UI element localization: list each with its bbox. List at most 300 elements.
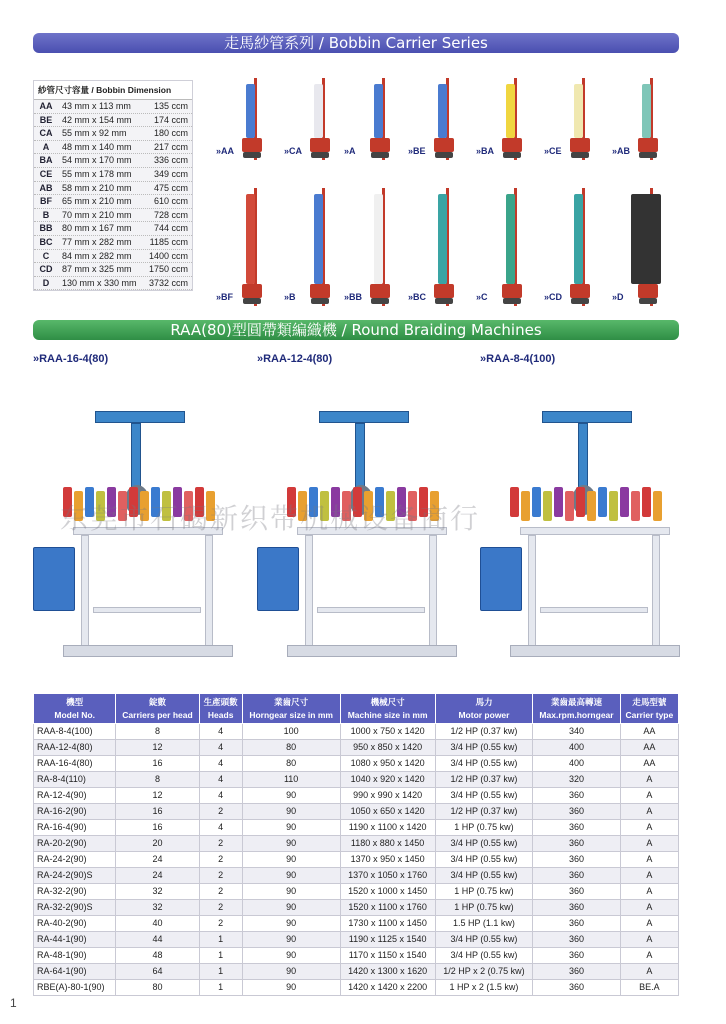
spec-cell: 64 <box>116 964 199 980</box>
dimension-row <box>34 263 192 277</box>
spec-cell: A <box>620 852 678 868</box>
header-zh: 業齒最高轉速 <box>550 696 602 707</box>
carrier-base <box>570 284 590 298</box>
spec-cell: 360 <box>533 980 620 996</box>
dimension-size: 55 mm x 178 mm <box>62 168 132 179</box>
spec-cell: 360 <box>533 884 620 900</box>
spec-cell: 2 <box>199 884 242 900</box>
page-number: 1 <box>10 996 17 1010</box>
spec-cell: 1050 x 650 x 1420 <box>340 804 435 820</box>
dimension-cap: 1185 ccm <box>149 236 188 247</box>
machine-top-beam <box>95 411 185 423</box>
spec-cell: 3/4 HP (0.55 kw) <box>435 756 533 772</box>
carrier-label: »B <box>284 292 296 302</box>
spec-cell: RAA-16-4(80) <box>34 756 116 772</box>
spec-cell: 1190 x 1100 x 1420 <box>340 820 435 836</box>
carrier-foot <box>243 152 261 158</box>
spec-cell: 90 <box>242 788 340 804</box>
carrier-bobbin <box>314 194 323 284</box>
spec-cell: 360 <box>533 948 620 964</box>
watermark-text: 东莞市石碣新织带机械设备商行 <box>60 502 481 535</box>
dimension-cap: 3732 ccm <box>148 277 188 288</box>
carrier-base <box>310 138 330 152</box>
spec-cell: 400 <box>533 756 620 772</box>
header-zh: 錠數 <box>148 696 166 707</box>
header-en: Model No. <box>54 709 95 720</box>
header-zh: 走馬型號 <box>632 696 667 707</box>
carrier-label: »BA <box>476 146 495 156</box>
dimension-row <box>34 114 192 128</box>
spec-column-header <box>620 694 678 724</box>
spec-cell: 100 <box>242 724 340 740</box>
spec-cell: 40 <box>116 916 199 932</box>
spec-row <box>34 932 679 948</box>
spec-cell: A <box>620 932 678 948</box>
spec-cell: 1180 x 880 x 1450 <box>340 836 435 852</box>
spec-cell: A <box>620 884 678 900</box>
carrier-base <box>370 138 390 152</box>
dimension-code: A <box>42 141 50 152</box>
spec-cell: RA-12-4(90) <box>34 788 116 804</box>
machine-leg <box>81 535 89 655</box>
spec-cell: 3/4 HP (0.55 kw) <box>435 948 533 964</box>
spec-cell: 3/4 HP (0.55 kw) <box>435 836 533 852</box>
machine-bobbin <box>532 487 541 517</box>
spec-cell: RAA-8-4(100) <box>34 724 116 740</box>
carrier-foot <box>639 298 657 304</box>
dimension-row <box>34 100 192 114</box>
spec-cell: RA-8-4(110) <box>34 772 116 788</box>
spec-cell: 4 <box>199 772 242 788</box>
carrier-label: »CE <box>544 146 562 156</box>
machine-bobbin <box>554 487 563 517</box>
machine-control-box <box>480 547 522 611</box>
spec-column-header <box>242 694 340 724</box>
spec-cell: RA-16-4(90) <box>34 820 116 836</box>
spec-cell: 360 <box>533 788 620 804</box>
spec-cell: RA-64-1(90) <box>34 964 116 980</box>
carrier-foot <box>311 298 329 304</box>
spec-cell: 24 <box>116 852 199 868</box>
spec-cell: 1040 x 920 x 1420 <box>340 772 435 788</box>
spec-cell: 2 <box>199 900 242 916</box>
dimension-code: AA <box>39 101 53 111</box>
dimension-row <box>34 141 192 155</box>
spec-cell: 8 <box>116 724 199 740</box>
spec-cell: 1.5 HP (1.1 kw) <box>435 916 533 932</box>
machine-column <box>578 423 588 493</box>
dimension-row <box>34 154 192 168</box>
spec-cell: RA-24-2(90)S <box>34 868 116 884</box>
spec-cell: 2 <box>199 804 242 820</box>
spec-cell: 1520 x 1000 x 1450 <box>340 884 435 900</box>
spec-cell: 320 <box>533 772 620 788</box>
carrier-base <box>502 138 522 152</box>
dimension-code: BB <box>39 223 53 234</box>
spec-cell: 1/2 HP x 2 (0.75 kw) <box>435 964 533 980</box>
header-en: Horngear size in mm <box>249 709 333 720</box>
spec-cell: A <box>620 964 678 980</box>
carrier-label: »BE <box>408 146 426 156</box>
spec-row <box>34 756 679 772</box>
spec-cell: A <box>620 868 678 884</box>
header-en: Machine size in mm <box>347 709 428 720</box>
header-en: Max.rpm.horngear <box>539 709 614 720</box>
dimension-row <box>34 250 192 264</box>
spec-cell: 1 HP (0.75 kw) <box>435 820 533 836</box>
spec-row <box>34 900 679 916</box>
dimension-cap: 1750 ccm <box>148 264 188 275</box>
carrier-bobbin <box>574 84 583 138</box>
carrier-bobbin <box>438 194 447 284</box>
carrier-bobbin <box>438 84 447 138</box>
spec-cell: 4 <box>199 788 242 804</box>
braiding-machine-illustration <box>480 375 690 675</box>
dimension-size: 48 mm x 140 mm <box>62 141 132 152</box>
spec-cell: 1370 x 1050 x 1760 <box>340 868 435 884</box>
machine-top-beam <box>319 411 409 423</box>
dimension-code: BE <box>39 114 53 125</box>
spec-cell: A <box>620 772 678 788</box>
header-zh: 業齒尺寸 <box>274 696 309 707</box>
machine-leg <box>652 535 660 655</box>
spec-row <box>34 980 679 996</box>
dimension-row <box>34 195 192 209</box>
spec-cell: 360 <box>533 820 620 836</box>
spec-cell: 8 <box>116 772 199 788</box>
spec-cell: 1 <box>199 932 242 948</box>
machine-leg <box>305 535 313 655</box>
machine-crossbar <box>317 607 425 613</box>
carrier-label: »C <box>476 292 488 302</box>
spec-cell: AA <box>620 740 678 756</box>
spec-cell: 360 <box>533 804 620 820</box>
spec-cell: 20 <box>116 836 199 852</box>
spec-cell: RA-32-2(90)S <box>34 900 116 916</box>
spec-cell: 1420 x 1300 x 1620 <box>340 964 435 980</box>
spec-cell: 1 <box>199 964 242 980</box>
spec-row <box>34 772 679 788</box>
spec-row <box>34 868 679 884</box>
spec-column-header <box>533 694 620 724</box>
spec-cell: 1 HP x 2 (1.5 kw) <box>435 980 533 996</box>
spec-cell: 990 x 990 x 1420 <box>340 788 435 804</box>
spec-cell: 360 <box>533 932 620 948</box>
dimension-cap: 475 ccm <box>153 182 188 193</box>
machine-crossbar <box>540 607 648 613</box>
spec-cell: 1520 x 1100 x 1760 <box>340 900 435 916</box>
header-en: Heads <box>207 709 234 720</box>
spec-cell: 360 <box>533 836 620 852</box>
spec-cell: RA-32-2(90) <box>34 884 116 900</box>
dimension-table-header: 紗管尺寸容量 / Bobbin Dimension <box>34 81 192 100</box>
dimension-cap: 217 ccm <box>153 141 188 152</box>
spec-cell: 4 <box>199 756 242 772</box>
carrier-bobbin <box>314 84 323 138</box>
spec-cell: 90 <box>242 980 340 996</box>
spec-column-header <box>435 694 533 724</box>
machine-bobbin <box>631 491 640 521</box>
spec-row <box>34 884 679 900</box>
spec-row <box>34 836 679 852</box>
spec-cell: 90 <box>242 804 340 820</box>
machine-control-box <box>257 547 299 611</box>
dimension-cap: 349 ccm <box>153 168 188 179</box>
dimension-row <box>34 277 192 291</box>
dimension-row <box>34 236 192 250</box>
spec-cell: 950 x 850 x 1420 <box>340 740 435 756</box>
spec-cell: 2 <box>199 916 242 932</box>
machine-spec-table <box>33 693 679 996</box>
header-en: Carrier type <box>625 709 674 720</box>
spec-column-header <box>199 694 242 724</box>
dimension-row <box>34 222 192 236</box>
dimension-row <box>34 209 192 223</box>
spec-cell: 360 <box>533 964 620 980</box>
carrier-foot <box>243 298 261 304</box>
dimension-code: AB <box>39 182 53 193</box>
spec-cell: A <box>620 804 678 820</box>
machine-leg <box>429 535 437 655</box>
dimension-code: C <box>42 250 50 261</box>
spec-cell: 90 <box>242 964 340 980</box>
machine-column <box>131 423 141 493</box>
dimension-cap: 744 ccm <box>153 223 188 234</box>
spec-cell: 1420 x 1420 x 2200 <box>340 980 435 996</box>
spec-cell: 1/2 HP (0.37 kw) <box>435 724 533 740</box>
machine-leg <box>205 535 213 655</box>
spec-cell: 32 <box>116 900 199 916</box>
spec-cell: 16 <box>116 804 199 820</box>
spec-row <box>34 788 679 804</box>
dimension-cap: 728 ccm <box>153 209 188 220</box>
spec-cell: 4 <box>199 820 242 836</box>
carrier-label: »AA <box>216 146 235 156</box>
spec-cell: 12 <box>116 740 199 756</box>
dimension-size: 65 mm x 210 mm <box>62 196 132 207</box>
dimension-size: 43 mm x 113 mm <box>62 101 131 111</box>
spec-cell: 1170 x 1150 x 1540 <box>340 948 435 964</box>
spec-cell: RA-24-2(90) <box>34 852 116 868</box>
spec-cell: RBE(A)-80-1(90) <box>34 980 116 996</box>
spec-cell: 90 <box>242 852 340 868</box>
spec-column-header <box>34 694 116 724</box>
dimension-code: CD <box>39 264 53 275</box>
spec-cell: BE.A <box>620 980 678 996</box>
carrier-foot <box>435 152 453 158</box>
machine-bobbin <box>587 491 596 521</box>
spec-cell: 2 <box>199 868 242 884</box>
machine-crossbar <box>93 607 201 613</box>
spec-cell: 4 <box>199 740 242 756</box>
spec-cell: 1/2 HP (0.37 kw) <box>435 804 533 820</box>
spec-cell: RA-20-2(90) <box>34 836 116 852</box>
machine-leg <box>528 535 536 655</box>
spec-cell: 32 <box>116 884 199 900</box>
carrier-base <box>638 284 658 298</box>
carrier-bobbin <box>246 194 255 284</box>
carrier-label: »BB <box>344 292 363 302</box>
carrier-foot <box>371 298 389 304</box>
spec-row <box>34 916 679 932</box>
header-en: Carriers per head <box>122 709 193 720</box>
machine-bobbin <box>642 487 651 517</box>
spec-cell: 80 <box>242 740 340 756</box>
machine-base <box>63 645 233 657</box>
carrier-label: »CA <box>284 146 303 156</box>
spec-cell: 1 <box>199 948 242 964</box>
dimension-size: 42 mm x 154 mm <box>62 114 132 125</box>
machine-label-raa-12-4: »RAA-12-4(80) <box>257 353 333 365</box>
carrier-base <box>502 284 522 298</box>
spec-row <box>34 852 679 868</box>
carrier-foot <box>571 152 589 158</box>
machine-tabletop <box>520 527 670 535</box>
carrier-foot <box>571 298 589 304</box>
spec-cell: 400 <box>533 740 620 756</box>
spec-cell: 48 <box>116 948 199 964</box>
carrier-foot <box>639 152 657 158</box>
header-zh: 機械尺寸 <box>370 696 405 707</box>
carrier-label: »A <box>344 146 356 156</box>
spec-row <box>34 804 679 820</box>
spec-cell: 16 <box>116 756 199 772</box>
spec-cell: A <box>620 916 678 932</box>
header-en: Motor power <box>458 709 510 720</box>
dimension-cap: 610 ccm <box>153 196 188 207</box>
dimension-size: 77 mm x 282 mm <box>62 236 132 247</box>
header-zh: 生產頭數 <box>203 696 238 707</box>
carrier-foot <box>371 152 389 158</box>
carrier-bobbin <box>246 84 255 138</box>
spec-cell: 90 <box>242 820 340 836</box>
spec-row <box>34 724 679 740</box>
machine-bobbin <box>565 491 574 521</box>
spec-cell: A <box>620 836 678 852</box>
braiding-machine-banner: RAA(80)型圓帶類編織機 / Round Braiding Machines <box>33 320 679 340</box>
spec-cell: 90 <box>242 916 340 932</box>
machine-bobbin <box>620 487 629 517</box>
spec-cell: 90 <box>242 836 340 852</box>
spec-cell: 90 <box>242 868 340 884</box>
carrier-base <box>570 138 590 152</box>
machine-control-box <box>33 547 75 611</box>
spec-cell: 4 <box>199 724 242 740</box>
spec-cell: 90 <box>242 948 340 964</box>
dimension-size: 55 mm x 92 mm <box>62 128 127 139</box>
spec-cell: 80 <box>242 756 340 772</box>
spec-cell: AA <box>620 724 678 740</box>
dimension-cap: 174 ccm <box>153 114 188 125</box>
spec-cell: A <box>620 900 678 916</box>
bobbin-dimension-table <box>33 80 193 291</box>
carrier-label: »AB <box>612 146 631 156</box>
spec-cell: 3/4 HP (0.55 kw) <box>435 788 533 804</box>
spec-cell: 1/2 HP (0.37 kw) <box>435 772 533 788</box>
spec-cell: AA <box>620 756 678 772</box>
spec-row <box>34 740 679 756</box>
dimension-code: D <box>42 277 50 288</box>
spec-cell: 16 <box>116 820 199 836</box>
carrier-bobbin <box>374 194 383 284</box>
spec-cell: 2 <box>199 852 242 868</box>
carrier-base <box>310 284 330 298</box>
spec-cell: RA-40-2(90) <box>34 916 116 932</box>
spec-cell: 1 HP (0.75 kw) <box>435 884 533 900</box>
spec-cell: 3/4 HP (0.55 kw) <box>435 932 533 948</box>
carrier-base <box>242 138 262 152</box>
spec-row <box>34 948 679 964</box>
spec-cell: RA-16-2(90) <box>34 804 116 820</box>
dimension-size: 87 mm x 325 mm <box>62 264 132 275</box>
machine-label-raa-8-4: »RAA-8-4(100) <box>480 353 556 365</box>
dimension-cap: 135 ccm <box>153 101 188 111</box>
header-zh: 馬力 <box>475 696 493 707</box>
carrier-bobbin <box>631 194 661 284</box>
dimension-row <box>34 182 192 196</box>
carrier-foot <box>503 152 521 158</box>
carrier-label: »CD <box>544 292 563 302</box>
spec-column-header <box>340 694 435 724</box>
spec-cell: 360 <box>533 852 620 868</box>
spec-cell: 1190 x 1125 x 1540 <box>340 932 435 948</box>
carrier-bobbin <box>374 84 383 138</box>
dimension-size: 130 mm x 330 mm <box>62 277 137 288</box>
carrier-label: »BC <box>408 292 427 302</box>
carrier-base <box>370 284 390 298</box>
spec-row <box>34 820 679 836</box>
machine-bobbin <box>521 491 530 521</box>
carrier-label: »D <box>612 292 624 302</box>
machine-bobbin <box>576 487 585 517</box>
spec-cell: 1 HP (0.75 kw) <box>435 900 533 916</box>
dimension-size: 54 mm x 170 mm <box>62 155 132 166</box>
dimension-code: CE <box>39 168 53 179</box>
spec-cell: 3/4 HP (0.55 kw) <box>435 852 533 868</box>
carrier-foot <box>311 152 329 158</box>
spec-cell: A <box>620 788 678 804</box>
spec-cell: 1000 x 750 x 1420 <box>340 724 435 740</box>
machine-top-beam <box>542 411 632 423</box>
carrier-base <box>638 138 658 152</box>
spec-cell: 24 <box>116 868 199 884</box>
spec-cell: 360 <box>533 916 620 932</box>
machine-column <box>355 423 365 493</box>
spec-cell: 3/4 HP (0.55 kw) <box>435 740 533 756</box>
dimension-row <box>34 168 192 182</box>
spec-cell: RA-48-1(90) <box>34 948 116 964</box>
spec-cell: 1730 x 1100 x 1450 <box>340 916 435 932</box>
dimension-code: B <box>42 209 50 220</box>
dimension-size: 58 mm x 210 mm <box>62 182 132 193</box>
carrier-bobbin <box>574 194 583 284</box>
spec-column-header <box>116 694 199 724</box>
spec-cell: 360 <box>533 900 620 916</box>
dimension-cap: 180 ccm <box>153 128 188 139</box>
machine-bobbin <box>609 491 618 521</box>
spec-cell: RA-44-1(90) <box>34 932 116 948</box>
dimension-size: 84 mm x 282 mm <box>62 250 132 261</box>
bobbin-carrier-banner: 走馬紗管系列 / Bobbin Carrier Series <box>33 33 679 53</box>
carrier-base <box>434 284 454 298</box>
spec-cell: 110 <box>242 772 340 788</box>
machine-bobbin <box>510 487 519 517</box>
header-zh: 機型 <box>66 696 84 707</box>
machine-base <box>287 645 457 657</box>
spec-cell: 1 <box>199 980 242 996</box>
dimension-size: 80 mm x 167 mm <box>62 223 132 234</box>
machine-bobbin <box>543 491 552 521</box>
